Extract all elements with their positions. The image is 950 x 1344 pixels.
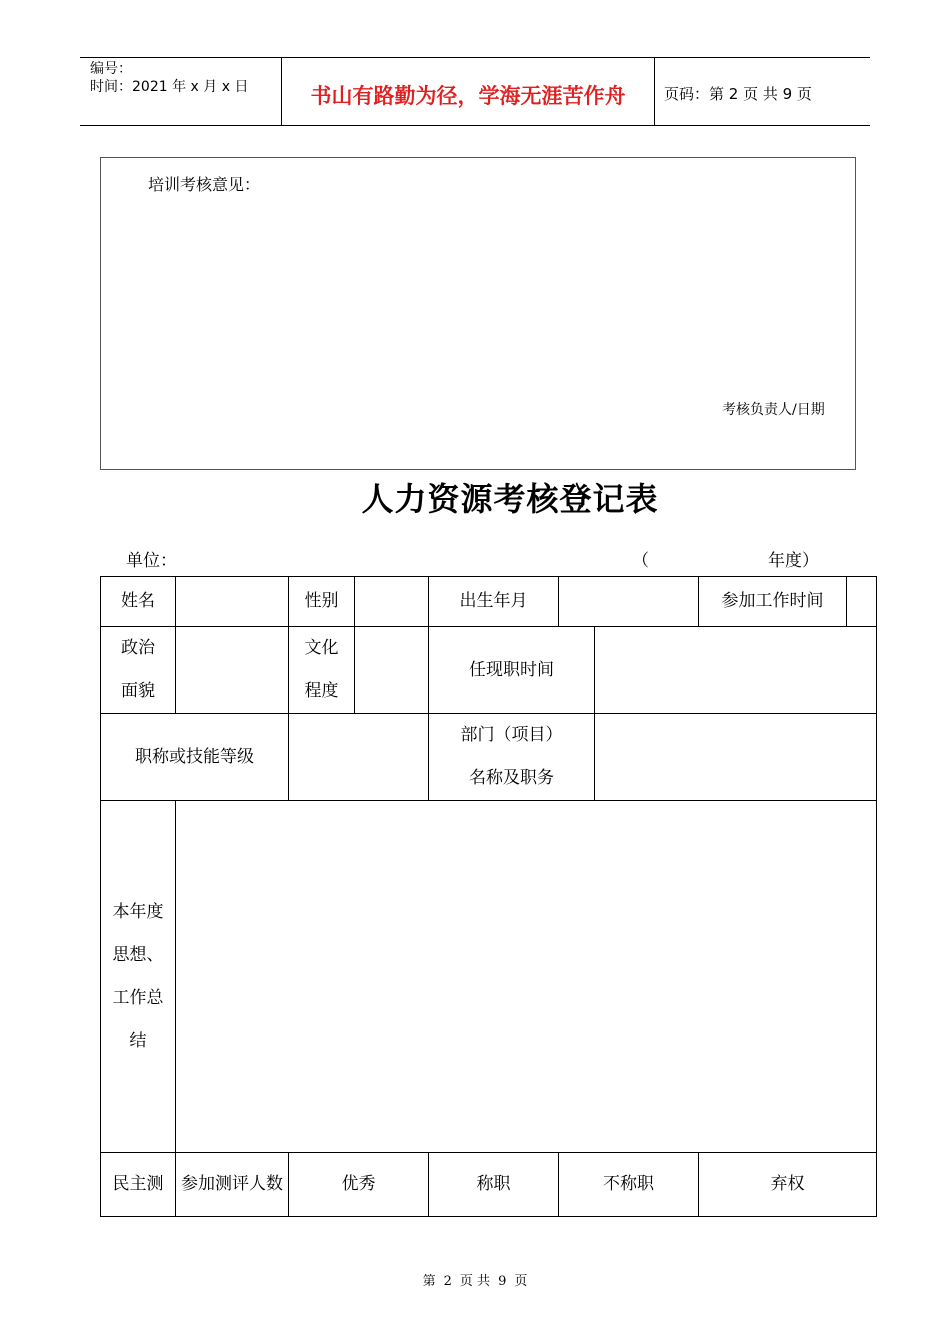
footer-suffix: 页 bbox=[514, 1274, 528, 1289]
page-footer bbox=[0, 1270, 950, 1289]
training-opinion-box bbox=[100, 157, 856, 470]
header-page-label: 页码：第 2 页 共 9 页 bbox=[664, 85, 812, 103]
education-label-line1: 文化 bbox=[304, 638, 339, 658]
dept-label-line1: 部门（项目） bbox=[460, 725, 563, 745]
table-row bbox=[101, 714, 877, 801]
incompetent-label: 不称职 bbox=[559, 1153, 699, 1217]
title-level-label: 职称或技能等级 bbox=[101, 714, 289, 801]
political-label bbox=[101, 627, 176, 714]
year-open-paren: （ bbox=[632, 551, 649, 571]
gender-label: 性别 bbox=[289, 577, 355, 627]
time-label: 时间：2021 年 x 月 x 日 bbox=[90, 79, 249, 95]
opinion-signature-label: 考核负责人/日期 bbox=[722, 402, 825, 418]
abstain-label: 弃权 bbox=[699, 1153, 877, 1217]
header-top-rule bbox=[80, 57, 870, 58]
training-opinion-label: 培训考核意见： bbox=[148, 175, 261, 194]
education-label bbox=[289, 627, 355, 714]
summary-label-line3: 工作总 bbox=[112, 987, 164, 1008]
footer-mid: 页 共 bbox=[459, 1274, 491, 1289]
header-motto: 书山有路勤为径，学海无涯苦作舟 bbox=[310, 84, 626, 108]
current-post-time-label: 任现职时间 bbox=[429, 627, 595, 714]
document-title: 人力资源考核登记表 bbox=[361, 480, 659, 518]
header-meta bbox=[90, 60, 248, 96]
footer-page-number: 2 bbox=[443, 1274, 452, 1289]
year-label: 年度） bbox=[768, 551, 819, 571]
summary-label-line4: 结 bbox=[129, 1030, 147, 1051]
unit-label: 单位： bbox=[126, 551, 177, 571]
name-label: 姓名 bbox=[101, 577, 176, 627]
education-value-cell[interactable] bbox=[355, 627, 429, 714]
table-row bbox=[101, 577, 877, 627]
dept-label bbox=[429, 714, 595, 801]
dept-value-cell[interactable] bbox=[595, 714, 877, 801]
gender-value-cell[interactable] bbox=[355, 577, 429, 627]
current-post-time-value-cell[interactable] bbox=[595, 627, 877, 714]
table-row bbox=[101, 1153, 877, 1217]
footer-page-total: 9 bbox=[498, 1274, 507, 1289]
registration-table bbox=[100, 576, 877, 1217]
footer-prefix: 第 bbox=[422, 1274, 436, 1289]
summary-label bbox=[101, 801, 176, 1153]
title-level-value-cell[interactable] bbox=[289, 714, 429, 801]
summary-label-line2: 思想、 bbox=[112, 944, 164, 965]
table-row bbox=[101, 627, 877, 714]
summary-value-cell[interactable] bbox=[176, 801, 877, 1153]
birth-label: 出生年月 bbox=[429, 577, 559, 627]
political-label-line1: 政治 bbox=[121, 638, 155, 658]
political-label-line2: 面貌 bbox=[121, 681, 155, 701]
political-value-cell[interactable] bbox=[176, 627, 289, 714]
democratic-label: 民主测 bbox=[101, 1153, 176, 1217]
education-label-line2: 程度 bbox=[304, 681, 339, 701]
header-bottom-rule bbox=[80, 125, 870, 126]
birth-value-cell[interactable] bbox=[559, 577, 699, 627]
competent-label: 称职 bbox=[429, 1153, 559, 1217]
dept-label-line2: 名称及职务 bbox=[469, 768, 554, 788]
work-start-value-cell[interactable] bbox=[847, 577, 877, 627]
excellent-label: 优秀 bbox=[289, 1153, 429, 1217]
header-divider-right bbox=[654, 57, 655, 126]
name-value-cell[interactable] bbox=[176, 577, 289, 627]
table-row bbox=[101, 801, 877, 1153]
work-start-label: 参加工作时间 bbox=[699, 577, 847, 627]
summary-label-line1: 本年度 bbox=[112, 901, 164, 922]
participants-label: 参加测评人数 bbox=[176, 1153, 289, 1217]
serial-label: 编号： bbox=[90, 61, 132, 77]
